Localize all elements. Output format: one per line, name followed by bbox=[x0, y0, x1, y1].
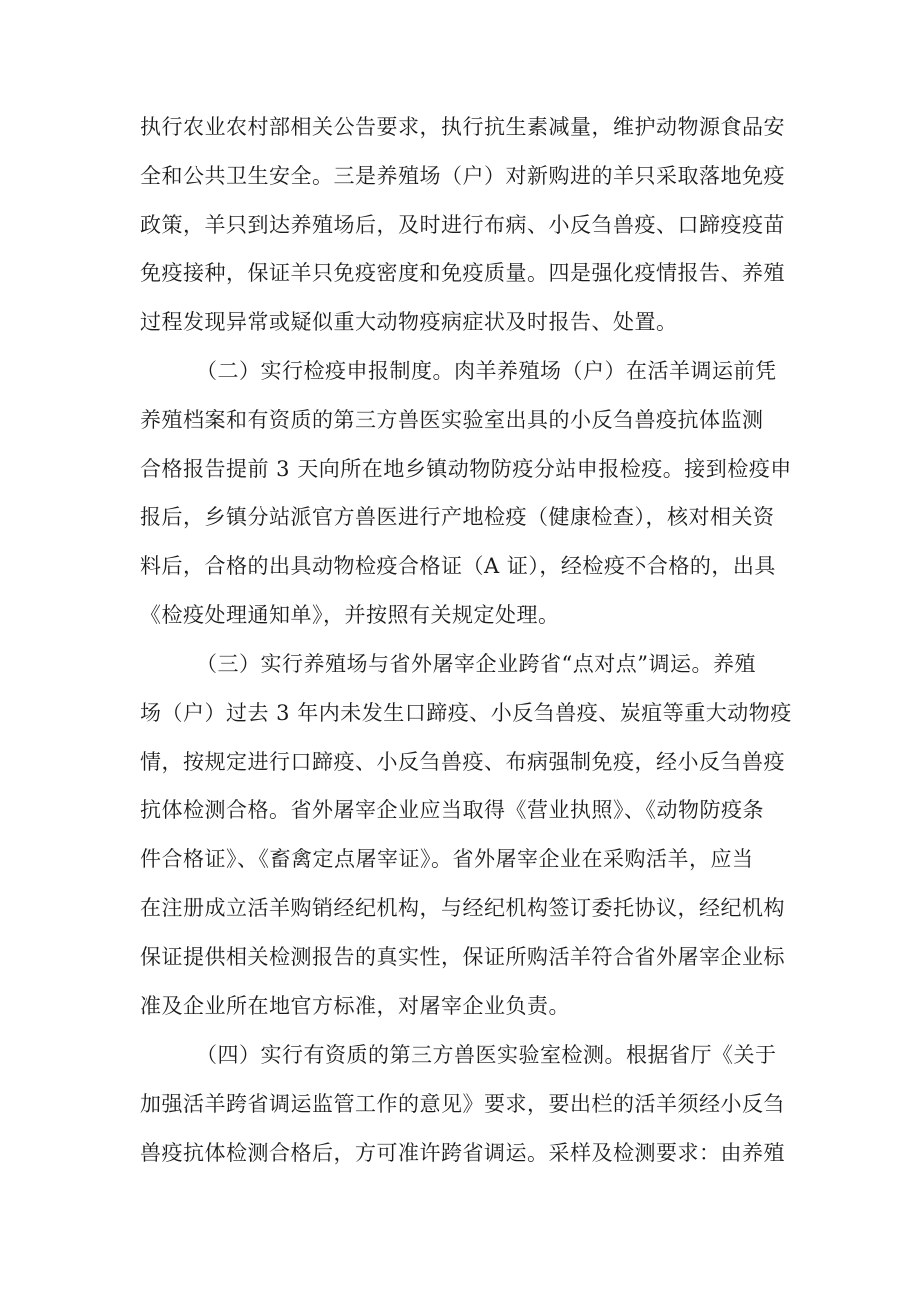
text-line: 报后，乡镇分站派官方兽医进行产地检疫（健康检查），核对相关资 bbox=[140, 505, 775, 530]
text-line: 全和公共卫生安全。三是养殖场（户）对新购进的羊只采取落地免疫 bbox=[140, 163, 785, 188]
text-line: 《检疫处理通知单》，并按照有关规定处理。 bbox=[140, 602, 560, 627]
text-line: 执行农业农村部相关公告要求，执行抗生素减量，维护动物源食品安 bbox=[140, 115, 785, 139]
text-line: 情，按规定进行口蹄疫、小反刍兽疫、布病强制免疫，经小反刍兽疫 bbox=[140, 749, 785, 774]
text-line: 抗体检测合格。省外屠宰企业应当取得《营业执照》、《动物防疫条 bbox=[140, 798, 764, 823]
text-line: 兽疫抗体检测合格后，方可准许跨省调运。采样及检测要求：由养殖 bbox=[140, 1140, 785, 1165]
text-line: 料后，合格的出具动物检疫合格证（A 证），经检疫不合格的，出具 bbox=[140, 554, 776, 579]
text-line: 件合格证》、《畜禽定点屠宰证》。省外屠宰企业在采购活羊，应当 bbox=[140, 847, 754, 872]
text-line: 过程发现异常或疑似重大动物疫病症状及时报告、处置。 bbox=[140, 310, 678, 335]
text-line: 政策，羊只到达养殖场后，及时进行布病、小反刍兽疫、口蹄疫疫苗 bbox=[140, 212, 785, 237]
text-line: （四）实行有资质的第三方兽医实验室检测。根据省厅《关于 bbox=[196, 1043, 777, 1067]
paragraph-4 bbox=[140, 1031, 800, 1177]
text-line: 养殖档案和有资质的第三方兽医实验室出具的小反刍兽疫抗体监测 bbox=[140, 407, 764, 432]
paragraph-3 bbox=[140, 640, 800, 1030]
text-line: 在注册成立活羊购销经纪机构，与经纪机构签订委托协议，经纪机构 bbox=[140, 895, 785, 920]
text-line: 加强活羊跨省调运监管工作的意见》要求，要出栏的活羊须经小反刍 bbox=[140, 1091, 785, 1116]
text-line: 合格报告提前 3 天向所在地乡镇动物防疫分站申报检疫。接到检疫申 bbox=[140, 456, 792, 481]
text-line: （二）实行检疫申报制度。肉羊养殖场（户）在活羊调运前凭 bbox=[196, 359, 777, 383]
paragraph-2 bbox=[140, 347, 800, 640]
text-line: （三）实行养殖场与省外屠宰企业跨省“点对点”调运。养殖 bbox=[196, 652, 756, 676]
text-line: 保证提供相关检测报告的真实性，保证所购活羊符合省外屠宰企业标 bbox=[140, 944, 785, 969]
text-line: 场（户）过去 3 年内未发生口蹄疫、小反刍兽疫、炭疽等重大动物疫 bbox=[140, 700, 792, 725]
text-line: 准及企业所在地官方标准，对屠宰企业负责。 bbox=[140, 993, 570, 1018]
paragraph-1 bbox=[140, 103, 800, 347]
text-line: 免疫接种，保证羊只免疫密度和免疫质量。四是强化疫情报告、养殖 bbox=[140, 261, 785, 286]
